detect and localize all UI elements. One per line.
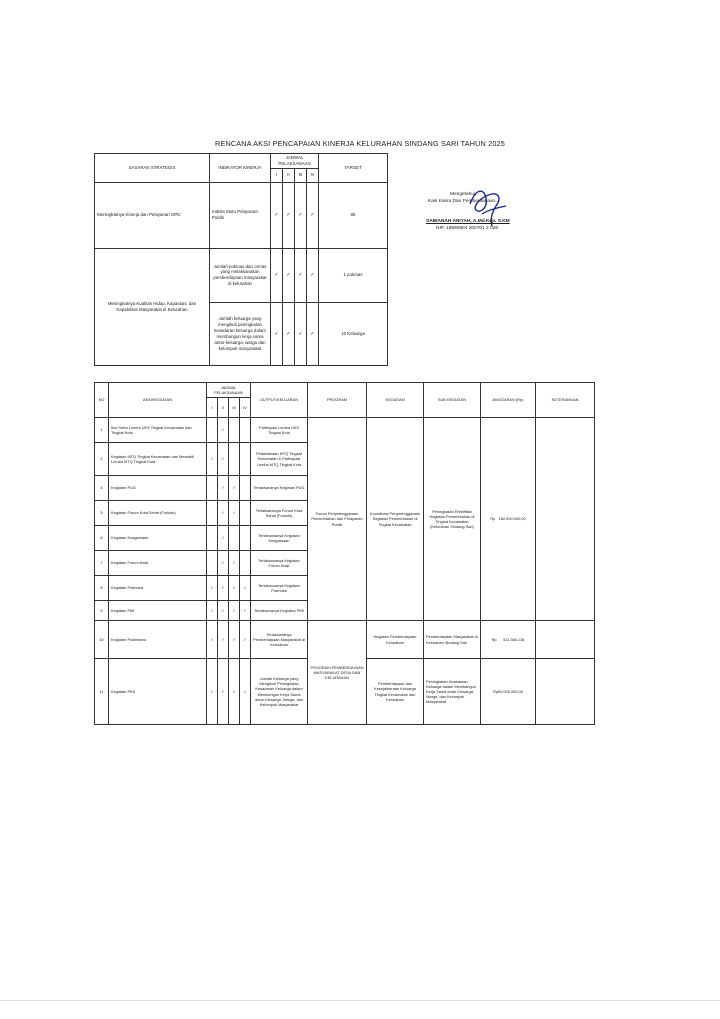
row-number: 2 (95, 443, 109, 476)
check-mark: ✓ (218, 576, 229, 601)
keterangan-cell (536, 621, 595, 659)
check-mark: ✓ (240, 621, 251, 659)
check-mark: ✓ (283, 248, 295, 302)
check-mark (240, 501, 251, 526)
check-mark (240, 418, 251, 443)
anggaran-cell: Rp50.000.000,00 (481, 659, 536, 725)
activity-cell: Kegiatan Forum Anak (109, 551, 207, 576)
check-mark: ✓ (229, 659, 240, 725)
row-number: 6 (95, 526, 109, 551)
check-mark (229, 443, 240, 476)
check-mark: ✓ (307, 182, 319, 248)
header-program: PROGRAM (308, 383, 367, 418)
header-q3: III (295, 168, 307, 182)
output-cell: Pelaksanaan MTQ Tingkat Kecamatan & Partisipasi Lomba MTQ Tingkat Kota (251, 443, 308, 476)
row-number: 4 (95, 476, 109, 501)
activity-cell: Kegiatan MTQ Tingkat Kecamatan dan Mewakili Lomba MTQ Tingkat Kota (109, 443, 207, 476)
kegiatan-cell: Pemberdayaan dan Kesejahteraan Keluarga Tingkat Kecamatan dan Kelurahan (367, 659, 424, 725)
strategic-targets-table (94, 153, 388, 366)
row-number: 9 (95, 601, 109, 621)
document-title: RENCANA AKSI PENCAPAIAN KINERJA KELURAHAN SINDANG SARI TAHUN 2025 (215, 139, 505, 148)
check-mark: ✓ (307, 248, 319, 302)
action-plan-table (94, 382, 595, 725)
header-sasaran: SASARAN STRATEGIS (95, 154, 210, 183)
check-mark (229, 526, 240, 551)
program-cell: PROGRAM PEMBERDAYAAN MASYARAKAT DESA DAN KELURAHAN (308, 621, 367, 725)
activity-cell: Kegiatan PKK (109, 659, 207, 725)
check-mark: ✓ (218, 601, 229, 621)
header-q4: IV (307, 168, 319, 182)
kegiatan-cell: Kegiatan Pemberdayaan Kelurahan (367, 621, 424, 659)
activity-cell: Kegiatan PUG (109, 476, 207, 501)
check-mark: ✓ (229, 576, 240, 601)
check-mark: ✓ (229, 476, 240, 501)
keterangan-cell (536, 659, 595, 725)
target-cell: 85 (319, 182, 388, 248)
output-cell: Terlaksananya Kegiatan Forum Anak (251, 551, 308, 576)
activity-cell: Kegiatan PMI (109, 601, 207, 621)
target-cell: 1 pokmas (319, 248, 388, 302)
check-mark: ✓ (207, 601, 218, 621)
check-mark: ✓ (207, 621, 218, 659)
check-mark (229, 418, 240, 443)
output-cell: Jumlah Keluarga yang Mengikuti Peningkatan Kesadaran Keluarga dalam Membangun Kerja Sama antar-Keluarga, Warga, dan Kelompok Masyarakat (251, 659, 308, 725)
header-q1: I (271, 168, 283, 182)
check-mark: ✓ (307, 302, 319, 365)
page-divider (0, 1000, 720, 1001)
table-row (95, 182, 388, 248)
output-cell: Terlaksananya Forum Kota Sehat (Forkots) (251, 501, 308, 526)
check-mark: ✓ (218, 476, 229, 501)
approval-block (424, 191, 574, 233)
keterangan-cell (536, 418, 595, 621)
activity-cell: Kegiatan Keagamaan (109, 526, 207, 551)
check-mark: ✓ (229, 501, 240, 526)
row-number: 5 (95, 501, 109, 526)
sub-kegiatan-cell: Peningkatan Kesadaran Keluarga dalam Membangun Kerja Sama antar Keluarga, Warga, dan Kelompok Masyarakat (424, 659, 481, 725)
check-mark (207, 551, 218, 576)
header-aksi: AKSI/KEGIATAN (109, 383, 207, 418)
header-q4: IV (240, 398, 251, 418)
output-cell: Partisipasi Lomba UKS Tingkat Kota (251, 418, 308, 443)
output-cell: Terlaksananya Kegiatan PMI (251, 601, 308, 621)
table-row (95, 418, 595, 443)
check-mark (240, 551, 251, 576)
check-mark: ✓ (229, 551, 240, 576)
header-q1: I (207, 398, 218, 418)
approval-line-2: Kasi Kasra Dan Pemberdayaan, (428, 199, 497, 205)
header-target: TARGET (319, 154, 388, 183)
check-mark: ✓ (218, 621, 229, 659)
header-q3: III (229, 398, 240, 418)
header-keterangan: KETERANGAN (536, 383, 595, 418)
check-mark: ✓ (207, 659, 218, 725)
header-sub-kegiatan: SUB KEGIATAN (424, 383, 481, 418)
table-row (95, 621, 595, 659)
check-mark (207, 501, 218, 526)
header-output: OUTPUT/KELUARAN (251, 383, 308, 418)
signer-nip: NIP. 19690804 200701 2 026 (436, 226, 499, 232)
anggaran-value: 160.000.000,00 (498, 516, 526, 522)
output-cell: Terlaksananya Pemberdayaan Masyarakat di Kelurahan (251, 621, 308, 659)
header-q2: II (218, 398, 229, 418)
table-row (95, 248, 388, 302)
indikator-cell: Indeks Mutu Pelayanan Publik (210, 182, 271, 248)
check-mark: ✓ (271, 302, 283, 365)
check-mark: ✓ (229, 601, 240, 621)
check-mark: ✓ (240, 601, 251, 621)
header-jadwal: JADWAL PELAKSANAAN (207, 383, 251, 398)
activity-cell: Kegiatan Posbekaro (109, 621, 207, 659)
header-jadwal: JADWAL PELAKSANAAN (271, 154, 319, 169)
check-mark (240, 476, 251, 501)
currency-label: Rp (491, 636, 497, 642)
check-mark: ✓ (295, 248, 307, 302)
row-number: 8 (95, 576, 109, 601)
row-number: 11 (95, 659, 109, 725)
sub-kegiatan-cell: Pemberdayaan Masyarakat di Kelurahan Sindang Sari (424, 621, 481, 659)
target-cell: 10 Keluarga (319, 302, 388, 365)
approval-line-1: Mengetahui, (450, 192, 477, 197)
check-mark: ✓ (207, 443, 218, 476)
check-mark: ✓ (283, 302, 295, 365)
sub-kegiatan-cell: Peningkatan Efektifitas Kegiatan Pemerintahan di Tingkat Kecamatan (Kelurahan Sindang Sari) (424, 418, 481, 621)
check-mark: ✓ (283, 182, 295, 248)
header-no: NO (95, 383, 109, 418)
check-mark: ✓ (271, 182, 283, 248)
output-cell: Terlaksananya Kegiatan PUG (251, 476, 308, 501)
sasaran-cell: Meningkatnya Kualitas Hidup, Kapasitas, dan Kapabilitas Masyarakat di Kelurahan (95, 248, 210, 365)
check-mark (240, 443, 251, 476)
check-mark: ✓ (271, 248, 283, 302)
anggaran-cell (481, 418, 536, 621)
check-mark: ✓ (240, 659, 251, 725)
indikator-cell: Jumlah pokmas dan ormas yang melaksanakan pemberdayaan masyarakat di kelurahan (210, 248, 271, 302)
activity-cell: Kegiatan Forum Kota Sehat (Forkots) (109, 501, 207, 526)
anggaran-cell (481, 621, 536, 659)
check-mark: ✓ (218, 659, 229, 725)
check-mark (207, 418, 218, 443)
check-mark (207, 526, 218, 551)
check-mark: ✓ (218, 551, 229, 576)
indikator-cell: Jumlah keluarga yang mengikuti peningkatan kesadaran keluarga dalam membangun kerja sama antar-keluarga, warga dan kelompok masyarakat (210, 302, 271, 365)
check-mark: ✓ (295, 182, 307, 248)
check-mark (240, 526, 251, 551)
check-mark: ✓ (218, 418, 229, 443)
check-mark: ✓ (240, 576, 251, 601)
activity-cell: Kegiatan Pramuka (109, 576, 207, 601)
row-number: 10 (95, 621, 109, 659)
currency-label: Rp (490, 516, 496, 522)
check-mark: ✓ (218, 501, 229, 526)
row-number: 1 (95, 418, 109, 443)
check-mark: ✓ (207, 576, 218, 601)
check-mark: ✓ (229, 621, 240, 659)
signer-name: SABIANAH ANIYAH, A.Md.Kep. S.KM (426, 218, 510, 224)
kegiatan-cell: Koordinasi Penyelenggaraan Kegiatan Pemerintahan di Tingkat Kecamatan (367, 418, 424, 621)
anggaran-value: 511.366.136 (503, 636, 525, 642)
header-q2: II (283, 168, 295, 182)
output-cell: Terlaksananya Kegiatan Keagamaan (251, 526, 308, 551)
header-anggaran: ANGGARAN (Rp) (481, 383, 536, 418)
header-kegiatan: KEGIATAN (367, 383, 424, 418)
sasaran-cell: Meningkatnya Kinerja dan Pelayanan OPD (95, 182, 210, 248)
check-mark: ✓ (295, 302, 307, 365)
check-mark: ✓ (218, 526, 229, 551)
header-indikator: INDIKATOR KINERJA (210, 154, 271, 183)
check-mark (207, 476, 218, 501)
output-cell: Terlaksananya Kegiatan Pramuka (251, 576, 308, 601)
check-mark: ✓ (218, 443, 229, 476)
activity-cell: Ikut Serta Lomba UKS Tingkat Kecamatan dan Tingkat Kota (109, 418, 207, 443)
program-cell: Forum Penyelenggaraan Pemerintahan dan Pelayanan Publik (308, 418, 367, 621)
row-number: 7 (95, 551, 109, 576)
